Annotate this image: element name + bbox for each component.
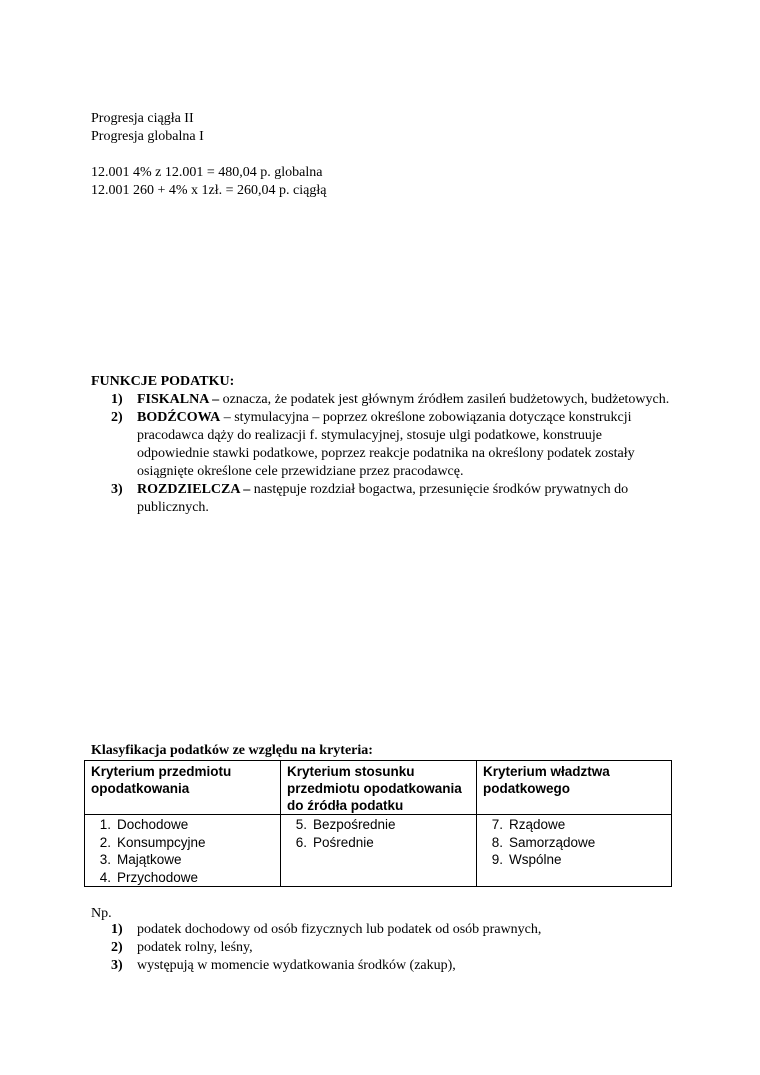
list-item-number: 9.	[491, 852, 503, 867]
np-list	[91, 921, 671, 975]
list-item-label: Majątkowe	[117, 852, 182, 867]
list-item	[483, 816, 665, 834]
header-line-1: Progresja ciągła II	[91, 111, 194, 126]
list-item-number: 4.	[99, 869, 111, 885]
list-item	[91, 851, 274, 869]
table-cell	[85, 815, 281, 887]
table-header-cell: Kryterium stosunku przedmiotu opodatkowania do źródła podatku	[281, 761, 477, 815]
funkcje-item-number: 2)	[111, 410, 123, 425]
funkcje-item-term: BODŹCOWA	[137, 410, 221, 425]
funkcje-list	[91, 391, 671, 517]
funkcje-item-term: FISKALNA –	[137, 392, 220, 407]
funkcje-item-number: 3)	[111, 482, 123, 497]
funkcje-item-term: ROZDZIELCZA –	[137, 482, 251, 497]
funkcje-item-text: następuje rozdział bogactwa, przesunięcie środków prywatnych do publicznych.	[137, 482, 629, 515]
funkcje-title: FUNKCJE PODATKU:	[91, 374, 235, 389]
klasyfikacja-title: Klasyfikacja podatków ze względu na kryteria:	[91, 743, 373, 758]
list-item	[91, 834, 274, 852]
funkcje-item-number: 1)	[111, 392, 123, 407]
np-item	[91, 921, 671, 939]
np-item-number: 2)	[111, 940, 123, 955]
list-item	[287, 816, 470, 834]
funkcje-item	[91, 409, 671, 481]
table-header-row	[85, 761, 672, 815]
np-label: Np.	[91, 906, 112, 921]
np-item-number: 1)	[111, 922, 123, 937]
table-header-cell: Kryterium przedmiotu opodatkowania	[85, 761, 281, 815]
list-item-number: 1.	[99, 817, 111, 832]
table-row	[85, 815, 672, 887]
list-item-number: 3.	[99, 852, 111, 867]
funkcje-item	[91, 481, 671, 517]
list-item-number: 5.	[295, 817, 307, 832]
list-item-label: Przychodowe	[117, 869, 199, 885]
list-item	[483, 851, 665, 869]
funkcje-item-text: – stymulacyjna – poprzez określone zobowiązania dotyczące konstrukcji pracodawca dąży do realizacji f. stymulacyjnej, stosuje ulgi podatkowe, konstruuje odpowiednie stawki podatkowe, poprzez reakcje podatnika na określony podatek zostały osiągnięte określone cele przewidziane przez pracodawcę.	[137, 410, 635, 479]
np-item-number: 3)	[111, 958, 123, 973]
calc-line-2: 12.001 260 + 4% x 1zł. = 260,04 p. ciągłą	[91, 183, 327, 198]
list-item-number: 7.	[491, 817, 503, 832]
klasyfikacja-table	[84, 760, 672, 887]
list-item-label: Rządowe	[509, 817, 566, 832]
list-item	[483, 834, 665, 852]
list-item-label: Pośrednie	[313, 834, 374, 850]
list-item-number: 2.	[99, 834, 111, 850]
np-item	[91, 939, 671, 957]
table-header-cell: Kryterium władztwa podatkowego	[477, 761, 672, 815]
funkcje-item-text: oznacza, że podatek jest głównym źródłem zasileń budżetowych, budżetowych.	[219, 392, 670, 407]
np-item-text: podatek rolny, leśny,	[137, 940, 253, 955]
funkcje-item	[91, 391, 671, 409]
header-line-2: Progresja globalna I	[91, 129, 204, 144]
list-item-label: Samorządowe	[509, 834, 596, 850]
list-item-number: 6.	[295, 834, 307, 850]
list-item-label: Wspólne	[509, 852, 562, 867]
table-cell	[477, 815, 672, 887]
list-item	[287, 834, 470, 852]
calc-line-1: 12.001 4% z 12.001 = 480,04 p. globalna	[91, 165, 323, 180]
table-cell	[281, 815, 477, 887]
list-item-label: Konsumpcyjne	[117, 834, 206, 850]
list-item	[91, 869, 274, 887]
np-item	[91, 957, 671, 975]
np-item-text: podatek dochodowy od osób fizycznych lub podatek od osób prawnych,	[137, 922, 542, 937]
list-item	[91, 816, 274, 834]
np-item-text: występują w momencie wydatkowania środków (zakup),	[137, 958, 456, 973]
list-item-label: Dochodowe	[117, 817, 189, 832]
list-item-number: 8.	[491, 834, 503, 850]
list-item-label: Bezpośrednie	[313, 817, 396, 832]
